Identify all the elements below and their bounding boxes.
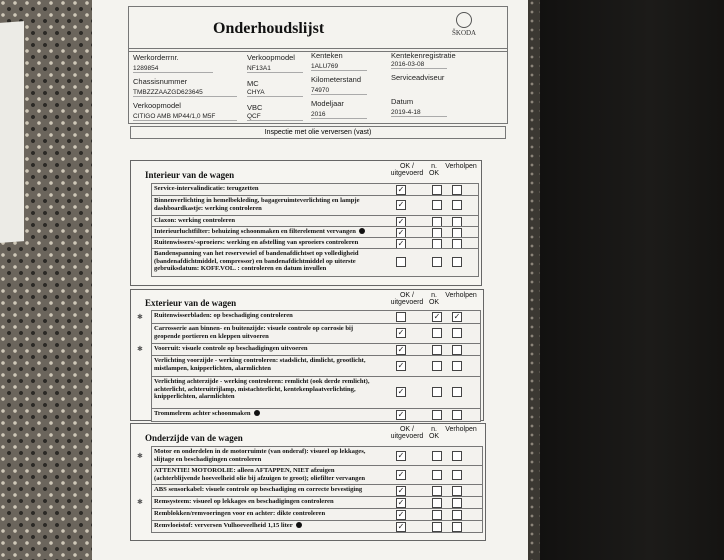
info-label: Datum	[391, 97, 414, 106]
info-value: 1289854	[133, 65, 213, 73]
info-label: Kilometerstand	[311, 75, 362, 84]
column-header-verholpen: Verholpen	[445, 426, 477, 433]
not-ok-checkbox[interactable]	[432, 510, 442, 520]
column-header-ok: OK / uitgevoerd	[390, 292, 424, 306]
verholpen-checkbox[interactable]	[452, 410, 462, 420]
not-ok-checkbox[interactable]	[432, 185, 442, 195]
skoda-logo	[452, 12, 476, 37]
not-ok-checkbox[interactable]	[432, 410, 442, 420]
section-title: Interieur van de wagen	[145, 170, 235, 180]
info-label: Chassisnummer	[133, 77, 188, 86]
background-sheet	[0, 21, 24, 243]
section-title: Onderzijde van de wagen	[145, 433, 243, 443]
info-label: Verkoopmodel	[133, 101, 181, 110]
bullet-dot-icon	[254, 410, 260, 416]
verholpen-checkbox[interactable]	[452, 361, 462, 371]
inspection-type: Inspectie met olie verversen (vast)	[130, 126, 506, 139]
info-value: 2016-03-08	[391, 61, 447, 69]
star-icon: ✱	[137, 345, 143, 353]
checklist-item-text: Bandenspanning van het reservewiel of bandenafdichtset op volledigheid (bandenafdichtmiddel, compressor) en bandenafdichtmiddel op uiterste gebruiksdatum: KOFF.VOL. : controleren en datum invullen	[154, 250, 359, 273]
checklist-item-text: Voorruit: visuele controle op beschadigingen uitvoeren	[154, 345, 308, 352]
checklist-row	[151, 248, 479, 277]
column-header-ok: OK / uitgevoerd	[390, 163, 424, 177]
ok-checkbox[interactable]: ✓	[397, 328, 405, 337]
column-header-verholpen: Verholpen	[445, 163, 477, 170]
checklist-section	[130, 289, 484, 421]
checklist-section	[130, 423, 486, 541]
dark-background	[540, 0, 724, 560]
star-icon: ✱	[137, 312, 143, 321]
info-value: CITIGO AMB MP44/1,0 M5F	[133, 113, 237, 121]
not-ok-checkbox[interactable]	[432, 451, 442, 461]
info-value: NF13A1	[247, 65, 303, 73]
verholpen-checkbox[interactable]	[452, 510, 462, 520]
checklist-row	[151, 408, 481, 422]
info-value: 2019-4-18	[391, 109, 447, 117]
bullet-dot-icon	[296, 522, 302, 528]
ok-checkbox[interactable]: ✓	[397, 450, 405, 460]
info-value: QCF	[247, 113, 303, 121]
verholpen-checkbox[interactable]	[452, 451, 462, 461]
checklist-item-text: Carrosserie aan binnen- en buitenzijde: visuele controle op corrosie bij geopende portieren en kleppen uitvoeren	[154, 325, 354, 340]
checklist-item-text: Ruitenwisserbladen: op beschadiging controleren	[154, 312, 293, 319]
column-header-verholpen: Verholpen	[445, 292, 477, 299]
verholpen-checkbox[interactable]	[452, 486, 462, 496]
info-label: VBC	[247, 103, 263, 112]
checklist-item-text: ABS sensorkabel: visuele controle op beschadiging en correcte bevestiging	[154, 486, 363, 493]
ok-checkbox[interactable]: ✓	[397, 510, 405, 519]
ok-checkbox[interactable]: ✓	[397, 200, 405, 209]
checklist-item-text: Verlichting voorzijde - werking controleren: stadslicht, dimlicht, grootlicht, mistlampen, knipperlichten, alarmlichten	[154, 357, 366, 372]
not-ok-checkbox[interactable]: ✓	[433, 312, 441, 321]
ok-checkbox[interactable]	[396, 312, 406, 322]
column-header-ok: OK / uitgevoerd	[390, 426, 424, 440]
checklist-item-text: Remsysteem: visueel op lekkages en beschadigingen controleren	[154, 498, 334, 505]
verholpen-checkbox[interactable]: ✓	[453, 312, 461, 321]
verholpen-checkbox[interactable]	[452, 470, 462, 480]
info-label: Verkoopmodel	[247, 53, 295, 62]
section-title: Exterieur van de wagen	[145, 298, 237, 308]
ok-checkbox[interactable]: ✓	[397, 239, 405, 248]
ok-checkbox[interactable]: ✓	[397, 217, 405, 226]
ok-checkbox[interactable]: ✓	[397, 486, 405, 495]
column-header-nok: n. OK	[428, 292, 440, 306]
info-label: Serviceadviseur	[391, 73, 445, 82]
document-title: Onderhoudslijst	[213, 20, 325, 37]
star-icon: ✱	[137, 451, 143, 460]
not-ok-checkbox[interactable]	[432, 498, 442, 508]
info-value: 2016	[311, 111, 367, 119]
verholpen-checkbox[interactable]	[452, 522, 462, 532]
vehicle-info-box	[128, 48, 508, 124]
not-ok-checkbox[interactable]	[432, 522, 442, 532]
ok-checkbox[interactable]: ✓	[397, 469, 405, 479]
ok-checkbox[interactable]: ✓	[397, 387, 405, 396]
ok-checkbox[interactable]: ✓	[397, 185, 405, 194]
checklist-section	[130, 160, 482, 286]
not-ok-checkbox[interactable]	[432, 257, 442, 267]
checklist-item-text: Interieurluchtfilter: behuizing schoonmaken en filterelement vervangen	[154, 228, 374, 236]
checklist-row	[151, 310, 481, 324]
checklist-item-text: Binnenverlichting in hemelbekleding, bagageruimteverlichting en lampje dashboardkastje: werking controleren	[154, 197, 360, 212]
checklist-row	[151, 446, 483, 466]
verholpen-checkbox[interactable]	[452, 185, 462, 195]
not-ok-checkbox[interactable]	[432, 470, 442, 480]
info-label: Kenteken	[311, 51, 343, 60]
ok-checkbox[interactable]: ✓	[397, 228, 405, 237]
not-ok-checkbox[interactable]	[432, 328, 442, 338]
verholpen-checkbox[interactable]	[452, 498, 462, 508]
info-label: MC	[247, 79, 259, 88]
checklist-row	[151, 520, 483, 533]
ok-checkbox[interactable]: ✓	[397, 360, 405, 370]
checklist-item-text: Ruitenwissers/-sproeiers: werking en afstelling van sproeiers controleren	[154, 239, 359, 246]
ok-checkbox[interactable]: ✓	[397, 410, 405, 419]
checklist-item-text: Service-intervalindicatie: terugzetten	[154, 185, 259, 192]
not-ok-checkbox[interactable]	[432, 361, 442, 371]
checklist-item-text: Verlichting achterzijde - werking controleren: remlicht (ook derde remlicht), achterlicht, achteruitrijlamp, mistachterlicht, kentekenplaatverlichting, knipperlichten, alarmlichten	[154, 378, 370, 401]
not-ok-checkbox[interactable]	[432, 387, 442, 397]
info-value: TMBZZZAAZGD623645	[133, 89, 237, 97]
bullet-dot-icon	[359, 228, 365, 234]
checklist-item-text: ATTENTIE! MOTOROLIE: alleen AFTAPPEN, NIET afzuigen (achterblijvende hoeveelheid olie bij afzuigen te groot); oliefilter vervangen	[154, 467, 366, 482]
checklist-row	[151, 376, 481, 409]
checklist-item-text: Motor en onderdelen in de motorruimte (van onderaf): visueel op lekkages, slijtage en beschadigingen controleren	[154, 448, 366, 463]
not-ok-checkbox[interactable]	[432, 200, 442, 210]
checklist-item-text: Claxon: werking controleren	[154, 217, 236, 224]
star-icon: ✱	[137, 498, 143, 506]
ok-checkbox[interactable]: ✓	[397, 345, 405, 354]
info-label: Kentekenregistratie	[391, 51, 456, 60]
info-label: Werkorderrnr.	[133, 53, 179, 62]
column-header-nok: n. OK	[428, 426, 440, 440]
ok-checkbox[interactable]: ✓	[397, 498, 405, 507]
column-header-nok: n. OK	[428, 163, 440, 177]
verholpen-checkbox[interactable]	[452, 328, 462, 338]
verholpen-checkbox[interactable]	[452, 257, 462, 267]
info-value: CHYA	[247, 89, 303, 97]
verholpen-checkbox[interactable]	[452, 345, 462, 355]
checklist-row	[151, 323, 481, 344]
checklist-item-text: Remblokken/remvoeringen voor en achter: dikte controleren	[154, 510, 326, 517]
checklist-row	[151, 355, 481, 377]
checklist-item-text: Trommelrem achter schoonmaken	[154, 410, 374, 418]
verholpen-checkbox[interactable]	[452, 387, 462, 397]
verholpen-checkbox[interactable]	[452, 200, 462, 210]
info-value: 74970	[311, 87, 367, 95]
checklist-item-text: Remvloeistof: verversen Vulhoeveelheid 1,15 liter	[154, 522, 374, 530]
info-value: 1ALU769	[311, 63, 367, 71]
logo-emblem-icon	[456, 12, 472, 28]
checklist-row	[151, 465, 483, 485]
info-label: Modeljaar	[311, 99, 344, 108]
ok-checkbox[interactable]: ✓	[397, 522, 405, 531]
ok-checkbox[interactable]	[396, 257, 406, 267]
checklist-row	[151, 195, 479, 216]
not-ok-checkbox[interactable]	[432, 486, 442, 496]
not-ok-checkbox[interactable]	[432, 345, 442, 355]
logo-text: ŠKODA	[452, 29, 477, 37]
